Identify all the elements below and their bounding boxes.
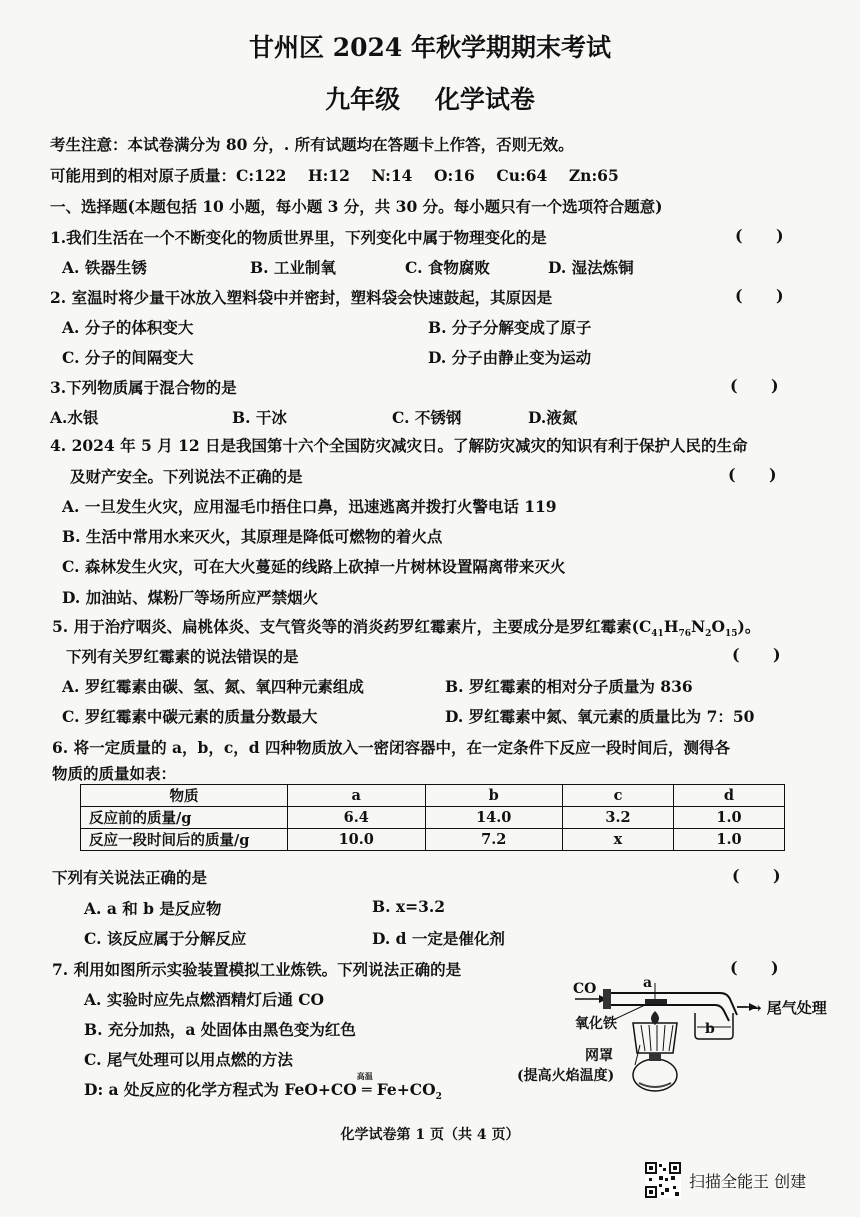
q6-option-d: D. d 一定是催化剂 — [372, 929, 505, 948]
q6-stem-line1: 6. 将一定质量的 a，b，c，d 四种物质放入一密闭容器中，在一定条件下反应一段时间后，测得各 — [52, 738, 731, 757]
table-row — [81, 829, 785, 851]
mesh-note-label: (提高火焰温度) — [517, 1068, 615, 1084]
q5-answer-blank: ( ) — [732, 645, 781, 664]
q6-option-a: A. a 和 b 是反应物 — [84, 899, 222, 918]
table-cell: 6.4 — [288, 807, 426, 829]
q5-option-b: B. 罗红霉素的相对分子质量为 836 — [445, 677, 693, 696]
q2-option-c: C. 分子的间隔变大 — [62, 348, 194, 367]
exam-subtitle: 九年级 化学试卷 — [325, 85, 535, 114]
q4-option-b: B. 生活中常用水来灭火，其原理是降低可燃物的着火点 — [62, 527, 443, 546]
table-cell: 反应前的质量/g — [81, 807, 288, 829]
q6-stem-line2: 物质的质量如表： — [52, 764, 177, 783]
q1-stem: 1.我们生活在一个不断变化的物质世界里，下列变化中属于物理变化的是 — [50, 228, 547, 247]
q6-option-c: C. 该反应属于分解反应 — [84, 929, 247, 948]
q5-stem-line2: 下列有关罗红霉素的说法错误的是 — [66, 647, 299, 666]
scanner-watermark — [645, 1162, 806, 1198]
q6-answer-blank: ( ) — [732, 866, 781, 885]
iron-smelting-apparatus — [515, 975, 835, 1110]
table-cell: 1.0 — [673, 829, 784, 851]
q1-option-a: A. 铁器生锈 — [62, 258, 147, 277]
q7-option-d: D: a 处反应的化学方程式为 FeO+CO 高温 ═ $Fe+CO_2$ — [84, 1071, 442, 1103]
q5-formula: $(C_{41}H_{76}N_2O_{15})$ — [631, 617, 745, 640]
q5-option-d: D. 罗红霉素中氮、氧元素的质量比为 7：50 — [445, 707, 755, 726]
iron-oxide-label: 氧化铁 — [575, 1016, 617, 1032]
qr-code-icon — [645, 1162, 681, 1198]
q7-option-a: A. 实验时应先点燃酒精灯后通 CO — [84, 990, 325, 1009]
table-cell: 1.0 — [673, 807, 784, 829]
q7-option-c: C. 尾气处理可以用点燃的方法 — [84, 1050, 293, 1069]
q2-option-b: B. 分子分解变成了原子 — [428, 318, 592, 337]
q3-option-a: A.水银 — [50, 408, 99, 427]
table-header-cell: b — [425, 785, 563, 807]
point-b-label: b — [705, 1021, 715, 1037]
exam-notice: 考生注意：本试卷满分为 80 分，. 所有试题均在答题卡上作答，否则无效。 — [50, 135, 574, 154]
q6-stem-line3: 下列有关说法正确的是 — [52, 868, 208, 887]
q4-option-d: D. 加油站、煤粉厂等场所应严禁烟火 — [62, 588, 319, 607]
q4-stem-line1: 4. 2024 年 5 月 12 日是我国第十六个全国防灾减灾日。了解防灾减灾的知识有利于保护人民的生命 — [50, 436, 748, 455]
table-cell: 14.0 — [425, 807, 563, 829]
page-footer: 化学试卷第 1 页（共 4 页） — [340, 1127, 520, 1143]
q4-answer-blank: ( ) — [728, 465, 777, 484]
section-heading: 一、选择题(本题包括 10 小题，每小题 3 分，共 30 分。每小题只有一个选项符合题意) — [50, 197, 663, 216]
q3-option-d: D.液氮 — [528, 408, 578, 427]
table-cell: 3.2 — [563, 807, 674, 829]
q2-answer-blank: ( ) — [735, 286, 784, 305]
tail-gas-label: → 尾气处理 — [749, 999, 827, 1017]
q1-option-b: B. 工业制氧 — [250, 258, 336, 277]
table-header-cell: a — [288, 785, 426, 807]
q3-option-c: C. 不锈钢 — [392, 408, 462, 427]
q2-option-a: A. 分子的体积变大 — [62, 318, 194, 337]
table-cell: 10.0 — [288, 829, 426, 851]
q2-stem: 2. 室温时将少量干冰放入塑料袋中并密封，塑料袋会快速鼓起，其原因是 — [50, 288, 553, 307]
atomic-masses: 可能用到的相对原子质量：C:122 H:12 N:14 O:16 Cu:64 Zn:65 — [50, 166, 619, 185]
mass-table — [80, 784, 785, 851]
q5-stem-line1: 5. 用于治疗咽炎、扁桃体炎、支气管炎等的消炎药罗红霉素片，主要成分是罗红霉素$(C_{41}H_{76}N_2O_{15})$。 — [52, 617, 761, 640]
q5-option-a: A. 罗红霉素由碳、氢、氮、氧四种元素组成 — [62, 677, 364, 696]
q5-option-c: C. 罗红霉素中碳元素的质量分数最大 — [62, 707, 318, 726]
point-a-label: a — [643, 975, 653, 991]
scanner-label: 扫描全能王 创建 — [689, 1171, 807, 1191]
mesh-label: 网罩 — [585, 1048, 613, 1064]
table-header-cell: 物质 — [81, 785, 288, 807]
q3-stem: 3.下列物质属于混合物的是 — [50, 378, 237, 397]
table-header-cell: d — [673, 785, 784, 807]
q2-option-d: D. 分子由静止变为运动 — [428, 348, 592, 367]
table-header-row — [81, 785, 785, 807]
q1-answer-blank: ( ) — [735, 226, 784, 245]
q7-option-b: B. 充分加热，a 处固体由黑色变为红色 — [84, 1020, 356, 1039]
apparatus-diagram — [515, 975, 835, 1110]
table-cell: 7.2 — [425, 829, 563, 851]
q6-option-b: B. x=3.2 — [372, 897, 446, 916]
q4-option-c: C. 森林发生火灾，可在大火蔓延的线路上砍掉一片树林设置隔离带来灭火 — [62, 557, 566, 576]
table-header-cell: c — [563, 785, 674, 807]
q5-stem-text: 5. 用于治疗咽炎、扁桃体炎、支气管炎等的消炎药罗红霉素片，主要成分是罗红霉素 — [52, 617, 632, 636]
q4-option-a: A. 一旦发生火灾，应用湿毛巾捂住口鼻，迅速逃离并拨打火警电话 119 — [62, 497, 557, 516]
q7-answer-blank: ( ) — [730, 958, 779, 977]
exam-title: 甘州区 2024 年秋学期期末考试 — [249, 33, 611, 62]
table-cell: 反应一段时间后的质量/g — [81, 829, 288, 851]
table-row — [81, 807, 785, 829]
co-label: CO — [573, 981, 597, 997]
table-cell: x — [563, 829, 674, 851]
q1-option-c: C. 食物腐败 — [405, 258, 490, 277]
q4-stem-line2: 及财产安全。下列说法不正确的是 — [70, 467, 303, 486]
q3-answer-blank: ( ) — [730, 376, 779, 395]
q3-option-b: B. 干冰 — [232, 408, 287, 427]
q1-option-d: D. 湿法炼铜 — [548, 258, 634, 277]
q7-stem: 7. 利用如图所示实验装置模拟工业炼铁。下列说法正确的是 — [52, 960, 462, 979]
reaction-condition: 高温 — [356, 1071, 373, 1081]
